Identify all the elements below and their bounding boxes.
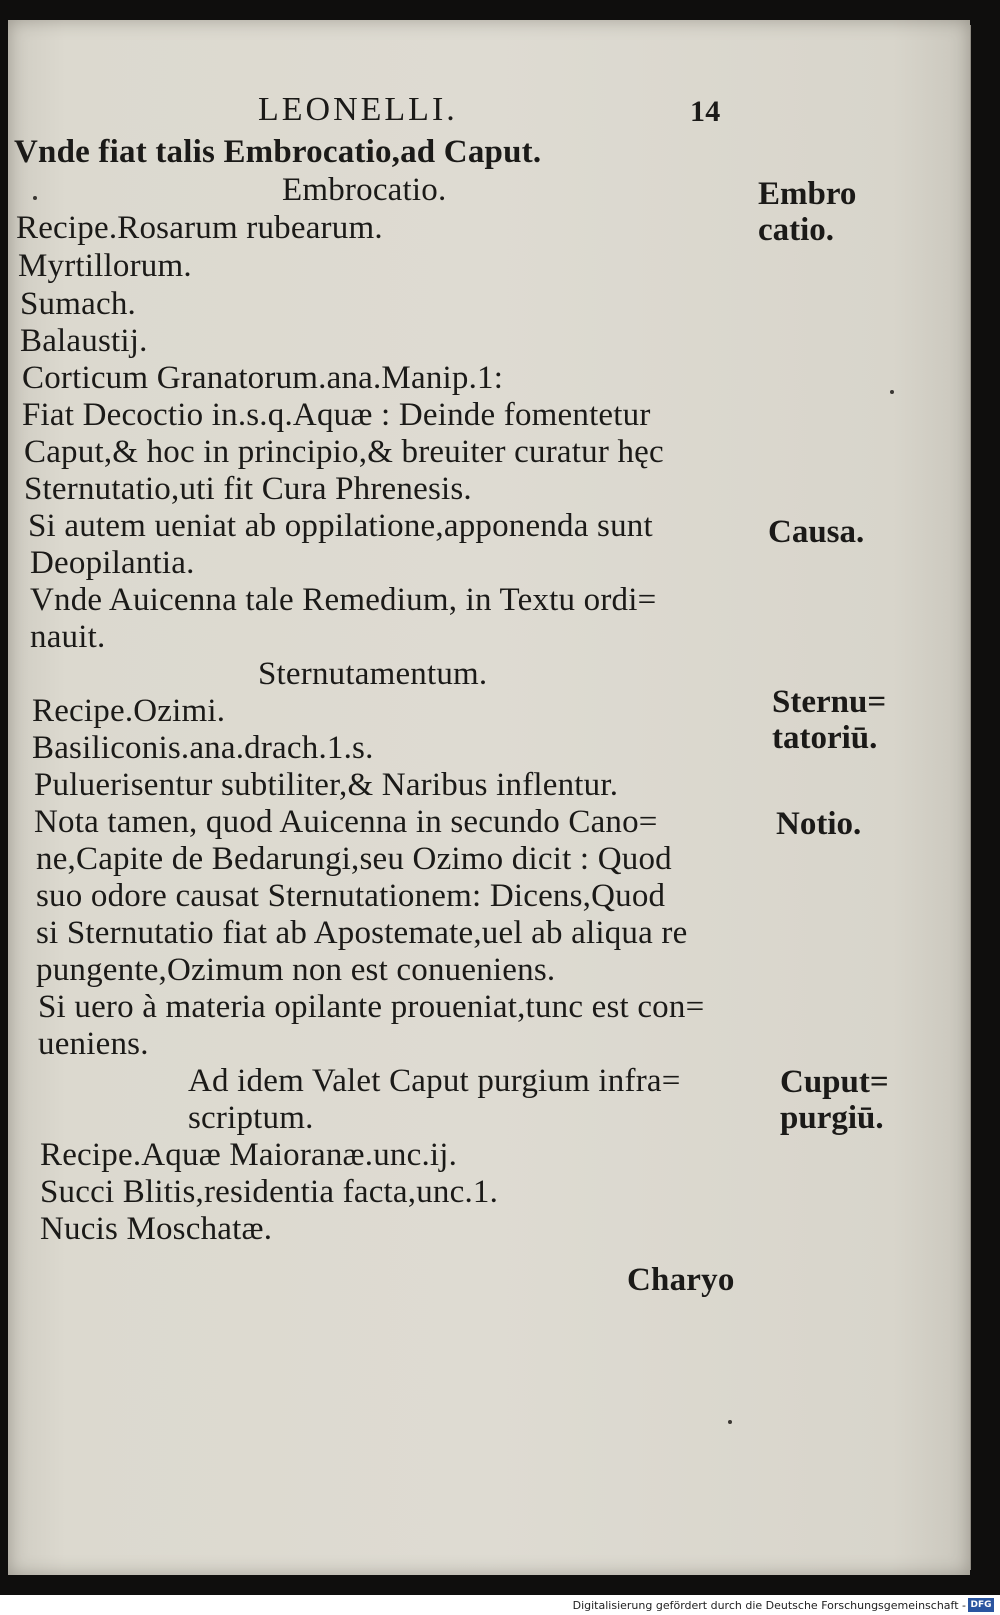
body-line: si Sternutatio fiat ab Apostemate,uel ab aliqua re	[36, 915, 688, 951]
body-line: Sternutatio,uti fit Cura Phrenesis.	[24, 471, 472, 507]
body-line: Recipe.Ozimi.	[32, 693, 226, 729]
body-line: Sumach.	[20, 286, 136, 322]
margin-note-notio	[776, 806, 861, 842]
body-line: Nucis Moschatæ.	[40, 1211, 273, 1247]
margin-note-line: Sternu=	[772, 684, 887, 720]
margin-note-line: Embro	[758, 176, 857, 212]
margin-note-line: Causa.	[768, 514, 865, 550]
dfg-logo: DFG	[968, 1598, 994, 1612]
digitization-credit: Digitalisierung gefördert durch die Deutsche Forschungsgemeinschaft -	[572, 1599, 966, 1612]
running-head: LEONELLI.	[258, 91, 458, 128]
body-line: Basiliconis.ana.drach.1.s.	[32, 730, 374, 766]
page-number: 14	[690, 95, 721, 128]
margin-note-line: Notio.	[776, 806, 862, 842]
paper-speck	[728, 1420, 732, 1424]
margin-note-sternutatorium	[772, 684, 886, 756]
body-line: Succi Blitis,residentia facta,unc.1.	[40, 1174, 499, 1210]
margin-note-embrocatio	[758, 176, 856, 248]
body-line: suo odore causat Sternutationem: Dicens,Quod	[36, 878, 666, 914]
body-line: pungente,Ozimum non est conueniens.	[36, 952, 556, 988]
body-line: Nota tamen, quod Auicenna in secundo Cano=	[34, 804, 658, 840]
body-line: Corticum Granatorum.ana.Manip.1:	[22, 360, 504, 396]
margin-note-line: tatoriū.	[772, 720, 878, 756]
body-line: Deopilantia.	[30, 545, 195, 581]
catchword: Charyo	[627, 1262, 735, 1298]
body-line: Si autem ueniat ab oppilatione,apponenda sunt	[28, 508, 653, 544]
paper-speck	[33, 196, 37, 200]
body-line: Fiat Decoctio in.s.q.Aquæ : Deinde fomentetur	[22, 397, 651, 433]
body-line: Myrtillorum.	[18, 248, 192, 284]
paper-speck	[890, 390, 894, 394]
body-line: Recipe.Rosarum rubearum.	[16, 210, 383, 246]
body-line: Vnde fiat talis Embrocatio,ad Caput.	[14, 134, 542, 170]
body-line: Vnde Auicenna tale Remedium, in Textu ordi=	[30, 582, 657, 618]
section-heading: Embrocatio.	[282, 172, 447, 208]
body-line: Recipe.Aquæ Maioranæ.unc.ij.	[40, 1137, 458, 1173]
body-line: Puluerisentur subtiliter,& Naribus inflentur.	[34, 767, 619, 803]
body-line: Caput,& hoc in principio,& breuiter curatur hęc	[24, 434, 664, 470]
body-line: scriptum.	[188, 1100, 314, 1136]
body-line: Si uero à materia opilante proueniat,tunc est con=	[38, 989, 705, 1025]
body-line: nauit.	[30, 619, 106, 655]
body-line: Balaustij.	[20, 323, 148, 359]
body-line: ueniens.	[38, 1026, 149, 1062]
margin-note-line: Cuput=	[780, 1064, 889, 1100]
margin-note-line: purgiū.	[780, 1100, 884, 1136]
section-heading: Sternutamentum.	[258, 656, 488, 692]
margin-note-line: catio.	[758, 212, 835, 248]
body-line: ne,Capite de Bedarungi,seu Ozimo dicit : Quod	[36, 841, 672, 877]
margin-note-caputpurgium	[780, 1064, 889, 1136]
margin-note-causa	[768, 514, 864, 550]
body-line: Ad idem Valet Caput purgium infra=	[188, 1063, 681, 1099]
